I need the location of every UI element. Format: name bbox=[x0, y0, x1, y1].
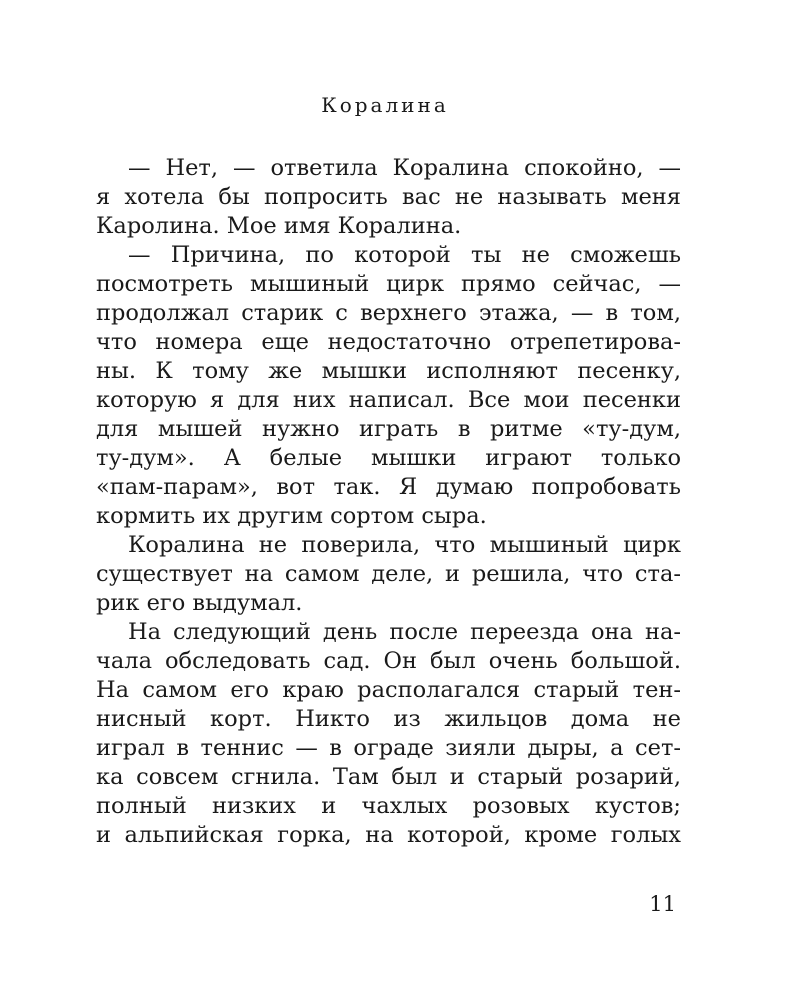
text-line: — Причина, по которой ты не сможешь bbox=[128, 242, 681, 268]
text-line: ны. К тому же мышки исполняют песенку, bbox=[96, 358, 681, 384]
text-line: ту-дум». А белые мышки играют только bbox=[96, 445, 681, 471]
text-line: нисный корт. Никто из жильцов дома не bbox=[96, 706, 681, 732]
text-line: — Нет, — ответила Коралина спокойно, — bbox=[128, 155, 681, 181]
text-line: играл в теннис — в ограде зияли дыры, а сет- bbox=[96, 735, 681, 761]
text-line: На самом его краю располагался старый тен- bbox=[96, 677, 681, 703]
running-head: Коралина bbox=[321, 93, 449, 117]
text-line: На следующий день после переезда она на- bbox=[128, 619, 681, 645]
text-line: продолжал старик с верхнего этажа, — в том, bbox=[96, 300, 681, 326]
text-line: существует на самом деле, и решила, что ста- bbox=[96, 561, 681, 587]
text-line: кормить их другим сортом сыра. bbox=[96, 503, 487, 529]
text-line: Коралина не поверила, что мышиный цирк bbox=[128, 532, 681, 558]
text-line: посмотреть мышиный цирк прямо сейчас, — bbox=[96, 271, 681, 297]
page-number: 11 bbox=[649, 892, 676, 916]
text-line: и альпийская горка, на которой, кроме голых bbox=[96, 822, 681, 848]
text-line: которую я для них написал. Все мои песенки bbox=[96, 387, 681, 413]
text-line: чала обследовать сад. Он был очень большой. bbox=[96, 648, 681, 674]
text-line: рик его выдумал. bbox=[96, 590, 303, 616]
text-line: «пам-парам», вот так. Я думаю попробовать bbox=[96, 474, 681, 500]
text-line: ка совсем сгнила. Там был и старый розарий, bbox=[96, 764, 681, 790]
body-text bbox=[96, 154, 681, 850]
text-line: Каролина. Мое имя Коралина. bbox=[96, 213, 462, 239]
text-line: полный низких и чахлых розовых кустов; bbox=[96, 793, 681, 819]
text-line: для мышей нужно играть в ритме «ту-дум, bbox=[96, 416, 681, 442]
text-line: я хотела бы попросить вас не называть меня bbox=[96, 184, 681, 210]
text-line: что номера еще недостаточно отрепетирова- bbox=[96, 329, 681, 355]
